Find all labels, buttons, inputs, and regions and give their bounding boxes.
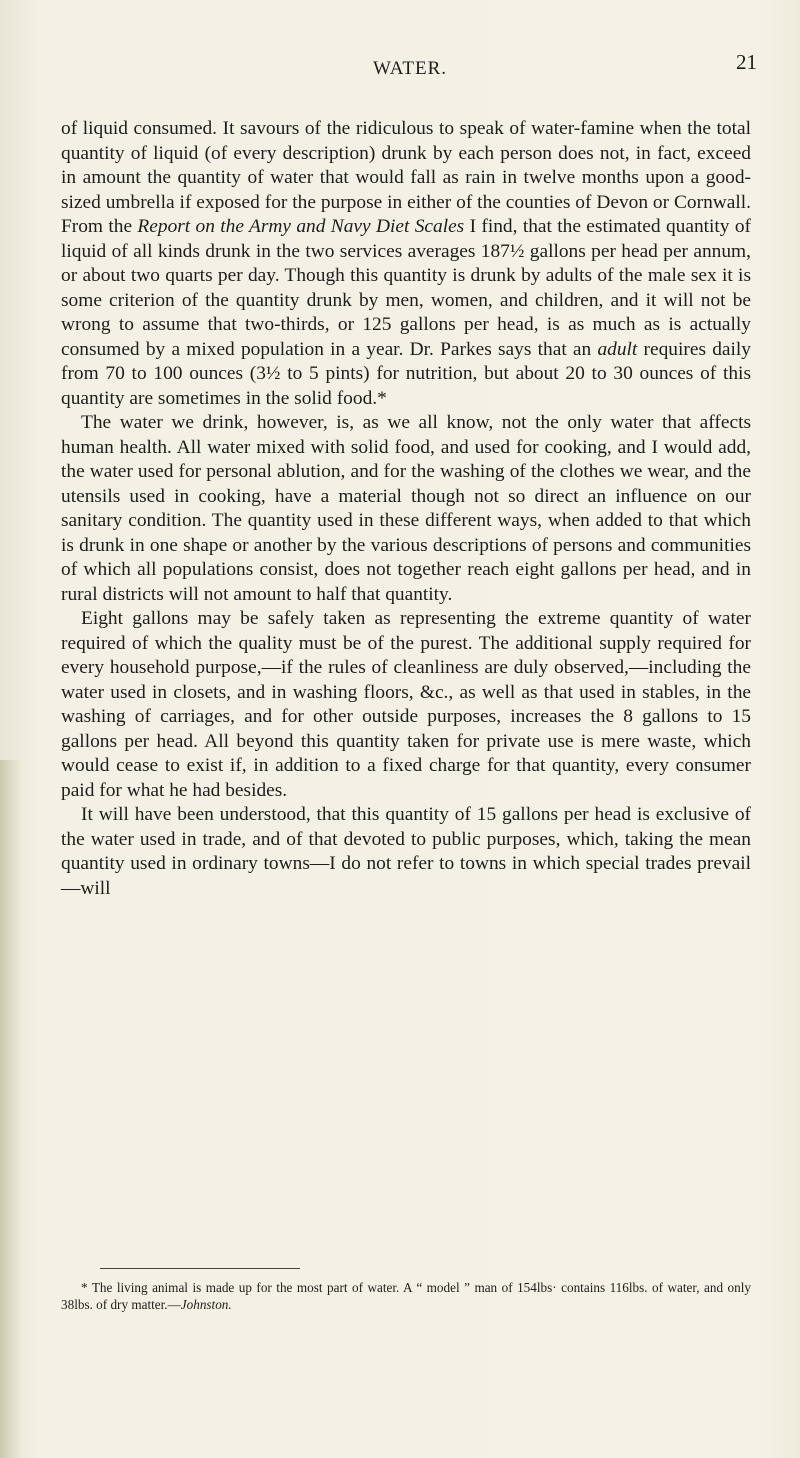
running-head: WATER. [372,58,448,79]
footnote-source: Johnston. [180,1297,232,1312]
paragraph: of liquid consumed. It savours of the ridiculous to speak of water-famine when the total quantity of liquid (of every description) drunk by each person does not, in fact, exceed in amount the quantity of water that would fall as rain in twelve months upon a good-sized umbrella if exposed for the purpose in either of the counties of Devon or Cornwall. From the Report on the Army and Navy Diet Scales I find, that the estimated quantity of liquid of all kinds drunk in the two services averages 187½ gallons per head per annum, or about two quarts per day. Though this quantity is drunk by adults of the male sex it is some criterion of the quantity drunk by men, women, and children, and it will not be wrong to assume that two-thirds, or 125 gallons per head, is as much as is actually consumed by a mixed population in a year. Dr. Parkes says that an adult requires daily from 70 to 100 ounces (3½ to 5 pints) for nutrition, but about 20 to 30 ounces of this quantity are sometimes in the solid food.* [61,118,752,409]
footnote [61,1279,751,1313]
emphasis-adult: adult [597,338,638,360]
binding-shadow [0,760,22,1458]
paragraph: Eight gallons may be safely taken as representing the extreme quantity of water required of which the quality must be of the purest. The additional supply required for every household purpose,—if the rules of cleanliness are duly observed,—including the water used in closets, and in washing floors, &c., as well as that used in stables, in the washing of carriages, and for other outside purposes, increases the 8 gallons to 15 gallons per head. All beyond this quantity taken for private use is mere waste, which would cease to exist if, in addition to a fixed charge for that quantity, every consumer paid for what he had besides. [61,608,751,801]
page-number: 21 [736,50,757,74]
paragraph: The water we drink, however, is, as we all know, not the only water that affects human health. All water mixed with solid food, and used for cooking, and I would add, the water used for personal ablution, and for the washing of the clothes we wear, and the utensils used in cooking, have a material though not so direct an influence on our sanitary condition. The quantity used in these different ways, when added to that which is drunk in one shape or another by the various descriptions of persons and communities of which all populations consist, does not together reach eight gallons per head, and in rural districts will not amount to half that quantity. [61,412,751,605]
footnote-rule [100,1268,300,1269]
report-title: Report on the Army and Navy Diet Scales [137,216,465,237]
page-header [0,50,800,88]
footnote-text: * The living animal is made up for the most part of water. A “ model ” man of 154lbs· contains 116lbs. of water, and only 38lbs. of dry matter.— [61,1280,751,1312]
paragraph: It will have been understood, that this quantity of 15 gallons per head is exclusive of the water used in trade, and of that devoted to public purposes, which, taking the mean quantity used in ordinary towns—I do not refer to towns in which special trades prevail—will [61,804,751,899]
body-text [61,117,751,901]
